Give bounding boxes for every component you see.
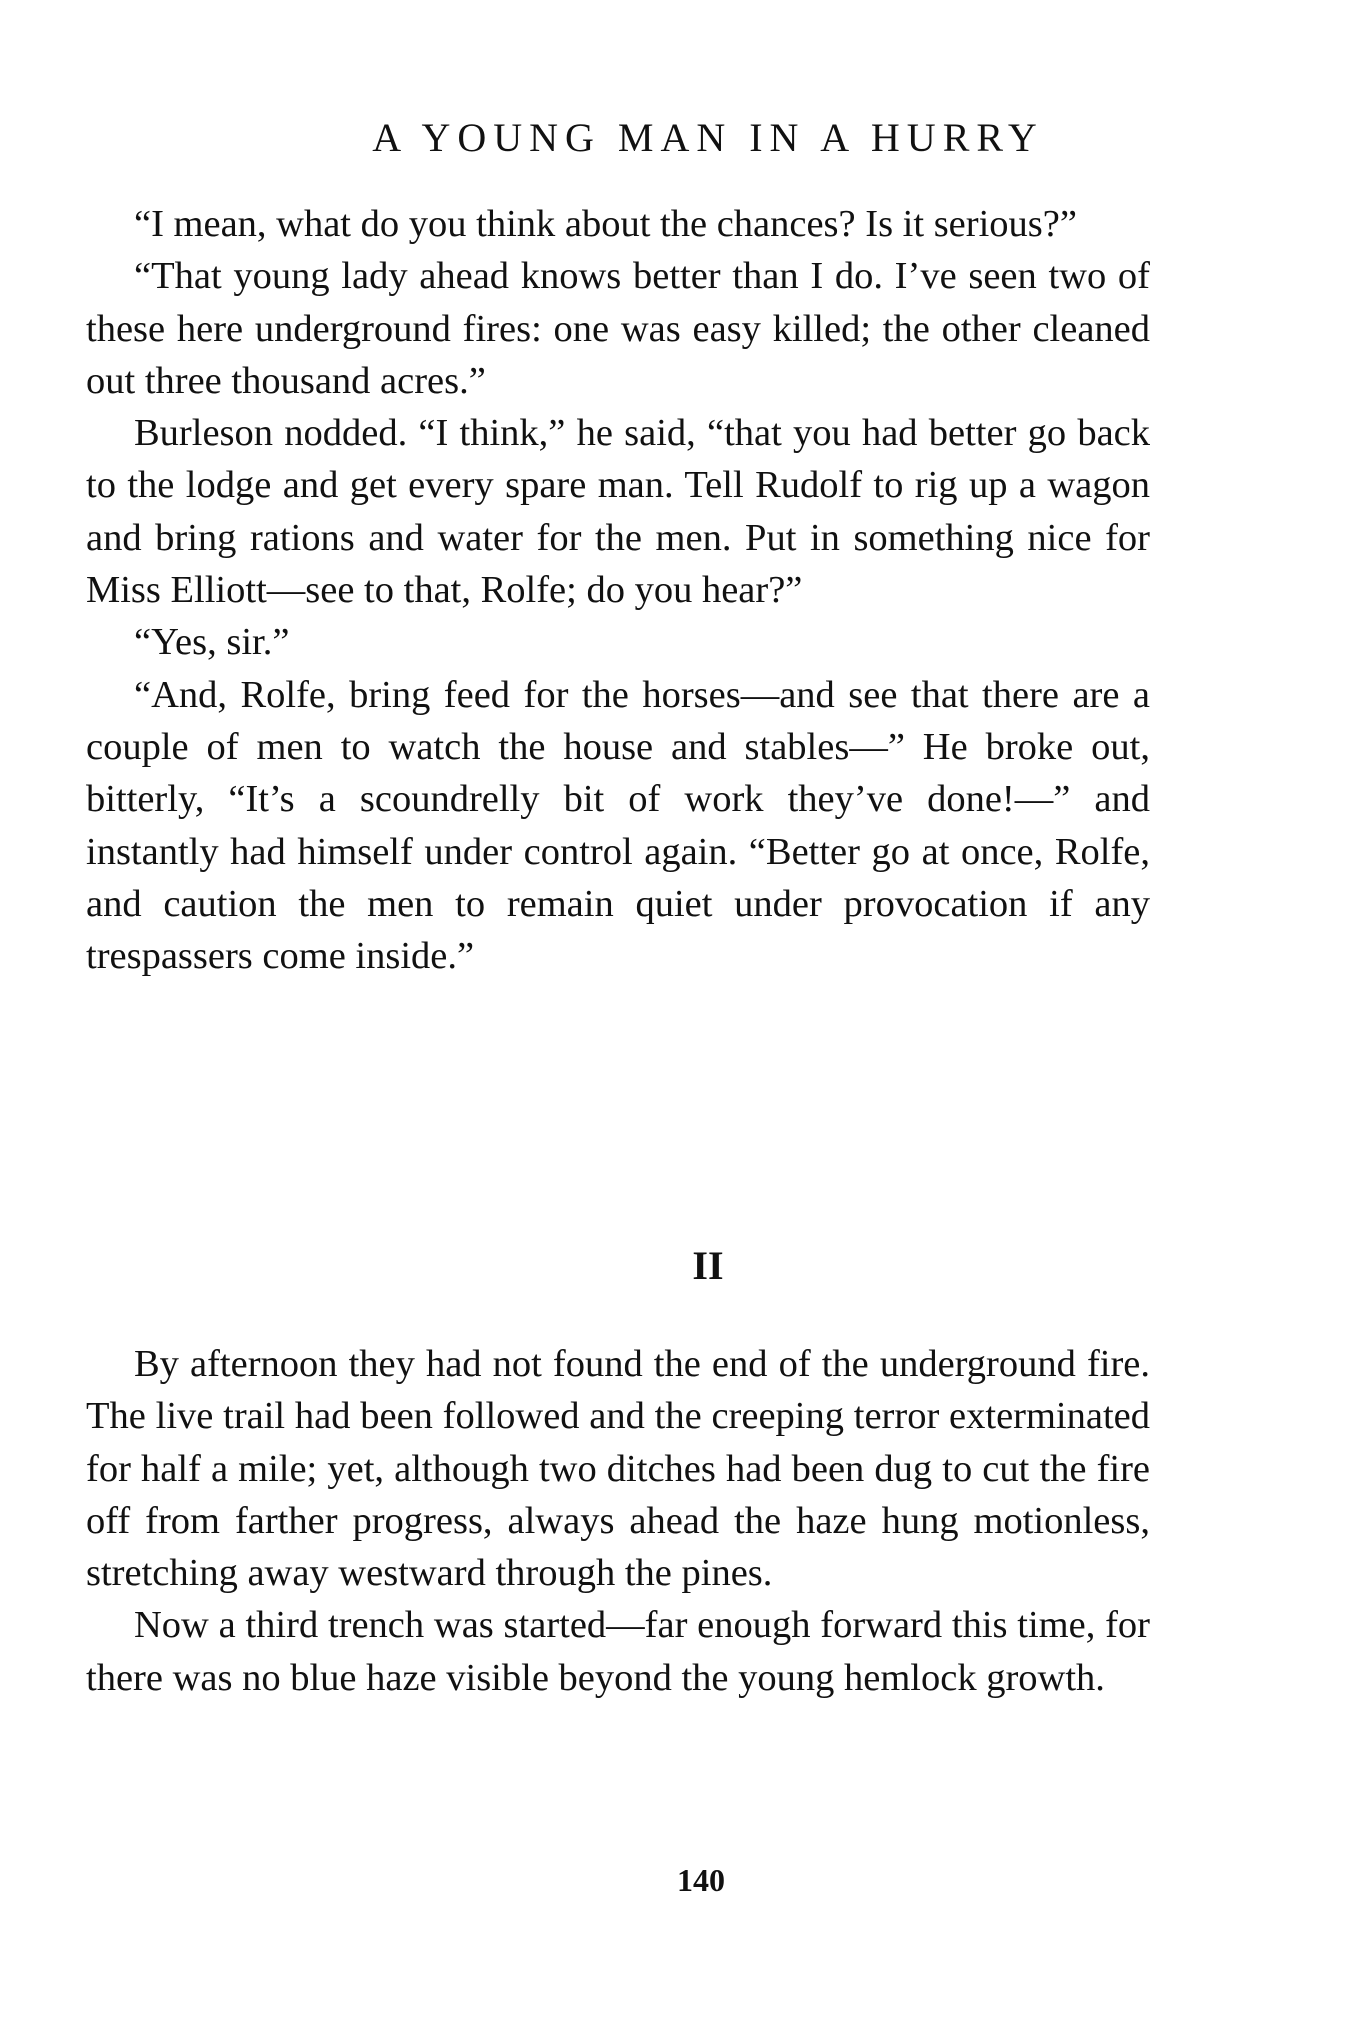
text-block-top: [86, 198, 1150, 982]
paragraph: “And, Rolfe, bring feed for the horses—and see that there are a couple of men to watch the house and stables—” He broke out, bitterly, “It’s a scoundrelly bit of work they’ve done!—” and instantly had himself under control again. “Better go at once, Rolfe, and caution the men to remain quiet under provocation if any trespassers come inside.”: [86, 673, 1150, 978]
paragraph: Burleson nodded. “I think,” he said, “that you had better go back to the lodge and get every spare man. Tell Rudolf to rig up a wagon and bring rations and water for the men. Put in something nice for Miss Elliott—see to that, Rolfe; do you hear?”: [86, 412, 1150, 612]
paragraph: “I mean, what do you think about the chances? Is it serious?”: [134, 203, 1077, 245]
paragraph: Now a third trench was started—far enough forward this time, for there was no blue haze visible beyond the young hemlock growth.: [86, 1604, 1150, 1699]
running-title: A YOUNG MAN IN A HURRY: [372, 115, 1044, 160]
paragraph: “Yes, sir.”: [134, 621, 290, 664]
section-number: II: [692, 1243, 724, 1288]
paragraph: “That young lady ahead knows better than I do. I’ve seen two of these here underground fires: one was easy killed; the other cleaned out three thousand acres.”: [86, 255, 1150, 402]
page-number: 140: [677, 1862, 725, 1898]
paragraph: By afternoon they had not found the end of the underground fire. The live trail had been followed and the creeping terror exterminated for half a mile; yet, although two ditches had been dug to cut the fire off from farther progress, always ahead the haze hung motionless, stretching away westward through the pines.: [86, 1343, 1150, 1595]
text-block-bottom: [86, 1338, 1150, 1704]
